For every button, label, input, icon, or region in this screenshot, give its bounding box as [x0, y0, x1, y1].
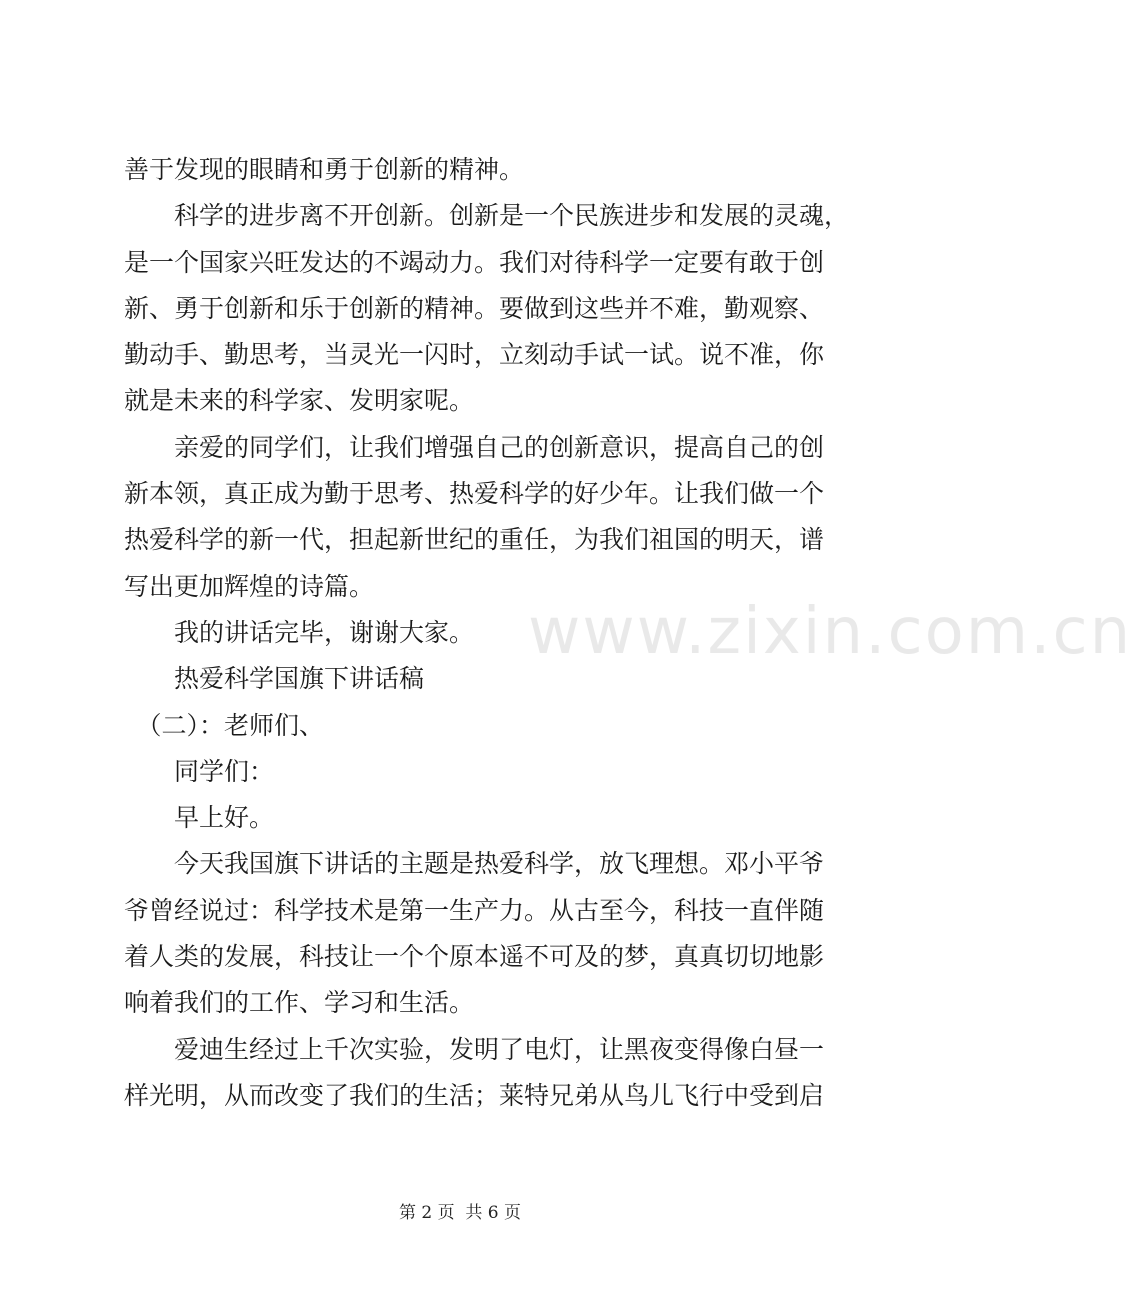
- watermark: www.zixin.com.cn: [528, 595, 1132, 669]
- text-line: 新、勇于创新和乐于创新的精神。要做到这些并不难，勤观察、: [124, 293, 825, 323]
- text-line: 科学的进步离不开创新。创新是一个民族进步和发展的灵魂，: [124, 201, 850, 231]
- text-line: 写出更加辉煌的诗篇。: [124, 571, 375, 601]
- text-line: 是一个国家兴旺发达的不竭动力。我们对待科学一定要有敢于创: [124, 247, 825, 277]
- text-line: 热爱科学的新一代，担起新世纪的重任，为我们祖国的明天，谱: [124, 525, 825, 555]
- text-line: 样光明，从而改变了我们的生活；莱特兄弟从鸟儿飞行中受到启: [124, 1080, 825, 1110]
- text-line: 响着我们的工作、学习和生活。: [124, 988, 475, 1018]
- text-line: 同学们：: [124, 756, 275, 786]
- text-line: 爱迪生经过上千次实验，发明了电灯，让黑夜变得像白昼一: [124, 1034, 825, 1064]
- text-line: 新本领，真正成为勤于思考、热爱科学的好少年。让我们做一个: [124, 479, 825, 509]
- text-line: 勤动手、勤思考，当灵光一闪时，立刻动手试一试。说不准，你: [124, 340, 825, 370]
- text-line: 早上好。: [124, 803, 275, 833]
- text-line: （二）：老师们、: [124, 710, 325, 740]
- text-line: 今天我国旗下讲话的主题是热爱科学，放飞理想。邓小平爷: [124, 849, 825, 879]
- text-line: 就是未来的科学家、发明家呢。: [124, 386, 475, 416]
- text-line: 亲爱的同学们，让我们增强自己的创新意识，提高自己的创: [124, 432, 825, 462]
- text-line: 我的讲话完毕，谢谢大家。: [124, 617, 475, 647]
- text-line: 爷曾经说过：科学技术是第一生产力。从古至今，科技一直伴随: [124, 895, 825, 925]
- page-number-footer: 第 2 页 共 6 页: [398, 1203, 522, 1223]
- text-line: 善于发现的眼睛和勇于创新的精神。: [124, 155, 525, 184]
- text-line: 着人类的发展，科技让一个个原本遥不可及的梦，真真切切地影: [124, 942, 825, 972]
- section-title: 热爱科学国旗下讲话稿: [124, 664, 425, 694]
